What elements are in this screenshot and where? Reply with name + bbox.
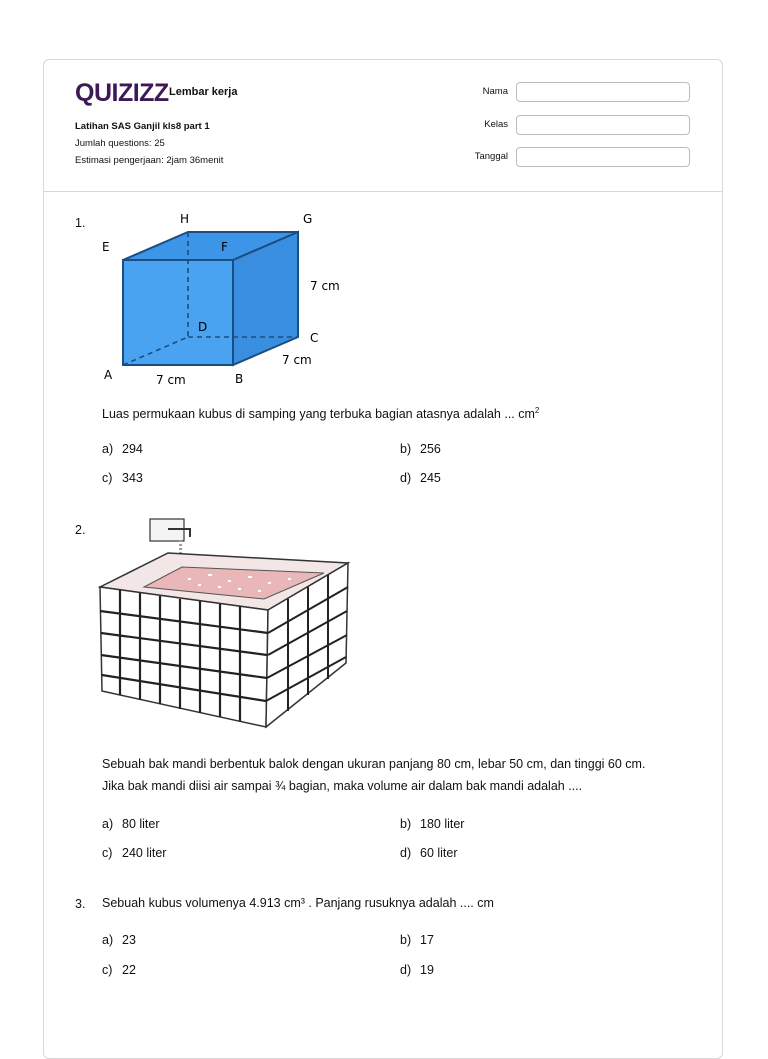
option-1d[interactable]: d) 245 xyxy=(400,471,441,485)
superscript: 2 xyxy=(534,406,540,415)
question-3-number: 3. xyxy=(75,897,86,911)
option-3a[interactable]: a) 23 xyxy=(102,933,136,947)
vertex-e: E xyxy=(102,240,110,254)
dim-depth: 7 cm xyxy=(282,353,312,367)
question-1-number: 1. xyxy=(75,216,86,230)
vertex-a: A xyxy=(104,368,113,382)
vertex-b: B xyxy=(235,372,244,386)
worksheet-label: Lembar kerja xyxy=(169,86,238,98)
quizizz-logo: QUIZIZZ xyxy=(75,79,169,107)
date-label: Tanggal xyxy=(474,151,508,162)
estimated-time: Estimasi pengerjaan: 2jam 36menit xyxy=(75,155,224,166)
name-field[interactable] xyxy=(516,82,690,102)
option-1a[interactable]: a) 294 xyxy=(102,442,143,456)
question-2-text-line2: Jika bak mandi diisi air sampai ¾ bagian, maka volume air dalam bak mandi adalah .... xyxy=(102,779,583,793)
option-2a[interactable]: a) 80 liter xyxy=(102,817,160,831)
question-1-text: Luas permukaan kubus di samping yang terbuka bagian atasnya adalah ... $cm^2$ xyxy=(102,406,540,422)
vertex-f: F xyxy=(221,240,228,254)
dim-height: 7 cm xyxy=(310,279,340,293)
option-1c[interactable]: c) 343 xyxy=(102,471,143,485)
class-field[interactable] xyxy=(516,115,690,135)
option-2d[interactable]: d) 60 liter xyxy=(400,846,458,860)
cube-figure xyxy=(98,205,358,390)
worksheet-title: Latihan SAS Ganjil kls8 part 1 xyxy=(75,121,210,132)
vertex-c: C xyxy=(310,331,319,345)
option-2b[interactable]: b) 180 liter xyxy=(400,817,465,831)
date-field[interactable] xyxy=(516,147,690,167)
tub-front-face xyxy=(100,587,268,727)
question-2-number: 2. xyxy=(75,523,86,537)
dim-width: 7 cm xyxy=(156,373,186,387)
option-3c[interactable]: c) 22 xyxy=(102,963,136,977)
vertex-d: D xyxy=(198,320,208,334)
class-label: Kelas xyxy=(484,119,508,130)
option-3b[interactable]: b) 17 xyxy=(400,933,434,947)
vertex-h: H xyxy=(180,212,190,226)
cube-front-face xyxy=(123,260,233,365)
worksheet-header xyxy=(44,60,722,192)
option-1b[interactable]: b) 256 xyxy=(400,442,441,456)
question-3-text: Sebuah kubus volumenya 4.913 cm³ . Panjang rusuknya adalah .... cm xyxy=(102,896,494,910)
option-2c[interactable]: c) 240 liter xyxy=(102,846,167,860)
name-label: Nama xyxy=(482,86,508,97)
question-2-text-line1: Sebuah bak mandi berbentuk balok dengan ukuran panjang 80 cm, lebar 50 cm, dan tinggi 60 cm. xyxy=(102,757,646,771)
option-3d[interactable]: d) 19 xyxy=(400,963,434,977)
questions-count: Jumlah questions: 25 xyxy=(75,138,165,149)
bathtub-figure xyxy=(98,515,354,740)
vertex-g: G xyxy=(303,212,313,226)
